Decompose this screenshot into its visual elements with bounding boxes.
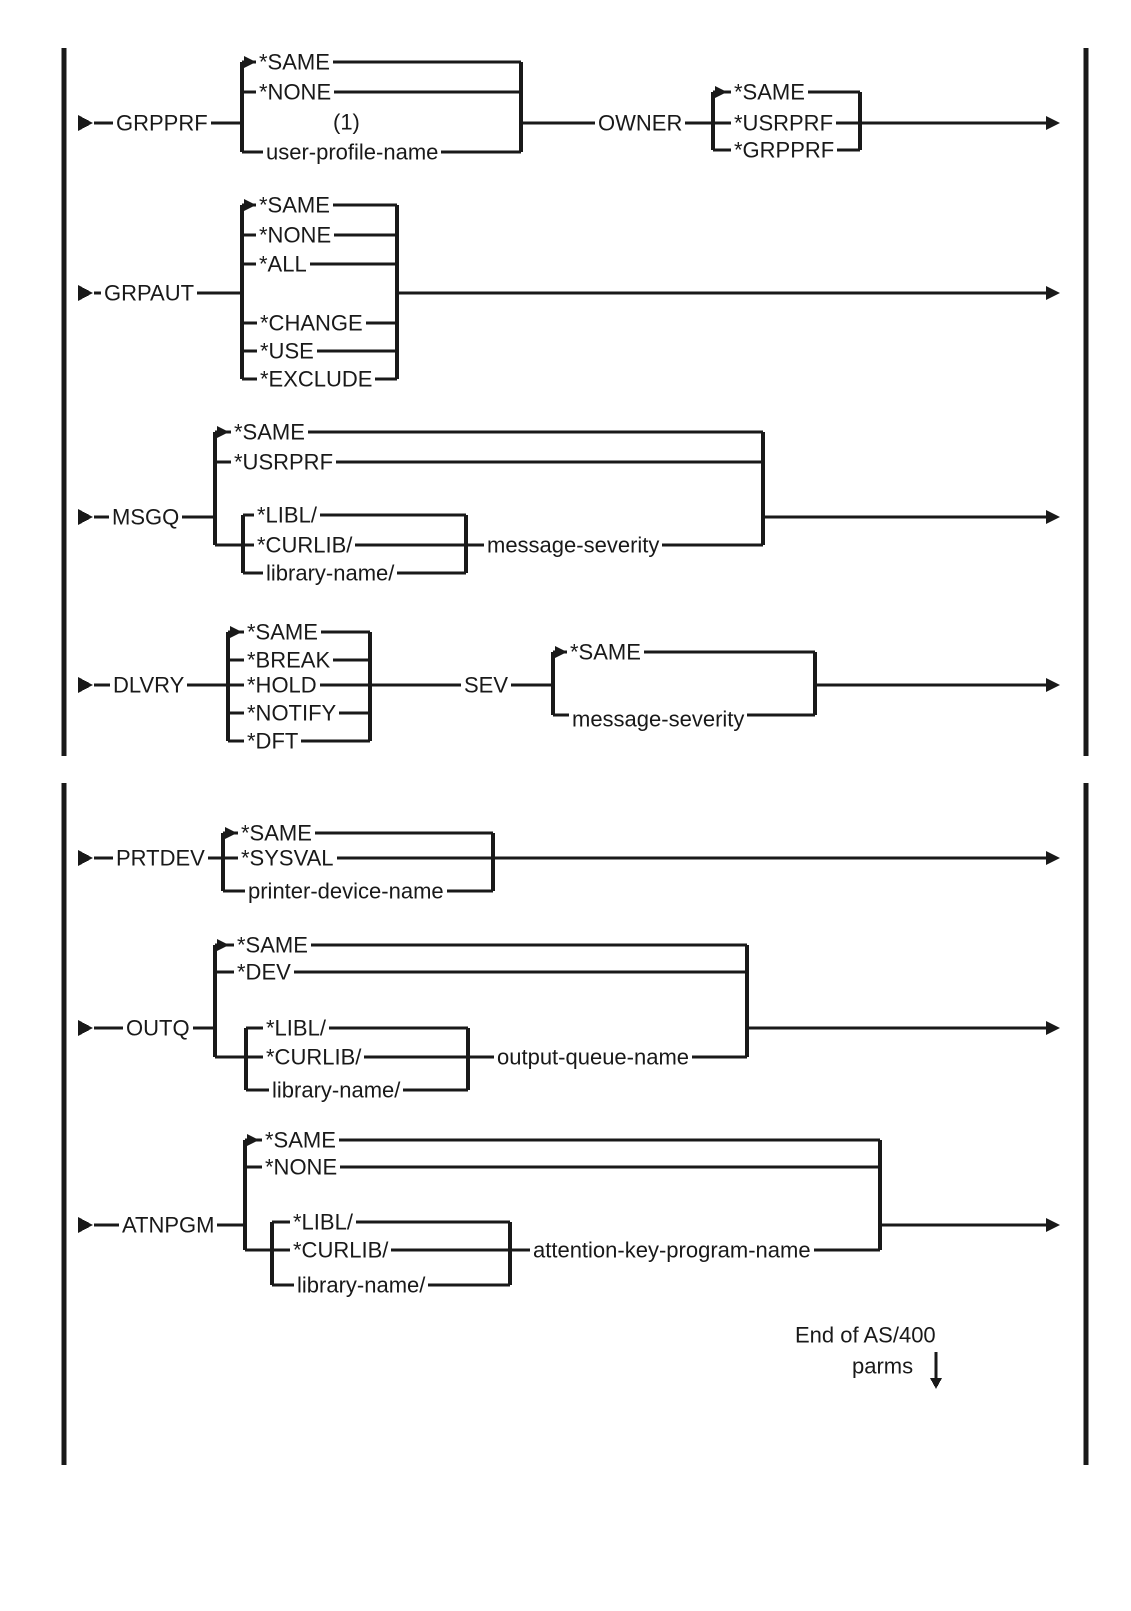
row-end-arrow-icon	[1046, 510, 1060, 524]
row-end-arrow-icon	[1046, 286, 1060, 300]
sev-value-message-severity: message-severity	[569, 706, 747, 731]
dlvry-param-label: DLVRY	[110, 672, 187, 697]
row-end-arrow-icon	[1046, 1021, 1060, 1035]
default-choice-arrow-icon	[715, 86, 727, 98]
grpaut-option-none: *NONE	[256, 222, 334, 247]
grpprf-footnote-ref: (1)	[330, 109, 363, 134]
row-end-arrow-icon	[1046, 1218, 1060, 1232]
prtdev-option-same: *SAME	[238, 820, 315, 845]
default-choice-arrow-icon	[217, 939, 229, 951]
grpaut-option-exclude: *EXCLUDE	[257, 366, 375, 391]
prtdev-param-label: PRTDEV	[113, 845, 208, 870]
msgq-param-label: MSGQ	[109, 504, 182, 529]
grpprf-option-same: *SAME	[256, 49, 333, 74]
grpaut-option-use: *USE	[257, 338, 317, 363]
atnpgm-param-label: ATNPGM	[119, 1212, 217, 1237]
atnpgm-option-none: *NONE	[262, 1154, 340, 1179]
row-start-arrow-icon	[78, 1020, 93, 1036]
row-start-arrow-icon	[78, 509, 93, 525]
owner-option-same: *SAME	[731, 79, 808, 104]
owner-option-grpprf: *GRPPRF	[731, 137, 837, 162]
atnpgm-value-attention-key-program-name: attention-key-program-name	[530, 1237, 814, 1262]
footer-parms-text: parms	[849, 1353, 916, 1378]
down-arrow-icon	[930, 1378, 942, 1389]
sev-option-same: *SAME	[567, 639, 644, 664]
grpaut-param-label: GRPAUT	[101, 280, 197, 305]
dlvry-option-break: *BREAK	[244, 647, 333, 672]
owner-option-usrprf: *USRPRF	[731, 110, 836, 135]
default-choice-arrow-icon	[217, 426, 229, 438]
grpprf-option-none: *NONE	[256, 79, 334, 104]
row-end-arrow-icon	[1046, 678, 1060, 692]
row-start-arrow-icon	[78, 850, 93, 866]
sev-param-label: SEV	[461, 672, 511, 697]
row-end-arrow-icon	[1046, 116, 1060, 130]
owner-param-label: OWNER	[595, 110, 685, 135]
default-choice-arrow-icon	[247, 1134, 259, 1146]
grpaut-option-same: *SAME	[256, 192, 333, 217]
msgq-option-curlib: *CURLIB/	[254, 532, 355, 557]
dlvry-option-dft: *DFT	[244, 728, 301, 753]
atnpgm-option-libl: *LIBL/	[290, 1209, 356, 1234]
outq-option-same: *SAME	[234, 932, 311, 957]
dlvry-option-notify: *NOTIFY	[244, 700, 339, 725]
default-choice-arrow-icon	[225, 827, 237, 839]
outq-option-libl: *LIBL/	[263, 1015, 329, 1040]
outq-value-output-queue-name: output-queue-name	[494, 1044, 692, 1069]
outq-option-curlib: *CURLIB/	[263, 1044, 364, 1069]
prtdev-value-printer-device-name: printer-device-name	[245, 878, 447, 903]
dlvry-option-same: *SAME	[244, 619, 321, 644]
row-start-arrow-icon	[78, 677, 93, 693]
outq-option-dev: *DEV	[234, 959, 294, 984]
default-choice-arrow-icon	[244, 56, 256, 68]
msgq-option-libl: *LIBL/	[254, 502, 320, 527]
grpaut-option-change: *CHANGE	[257, 310, 366, 335]
row-start-arrow-icon	[78, 1217, 93, 1233]
atnpgm-option-curlib: *CURLIB/	[290, 1237, 391, 1262]
row-start-arrow-icon	[78, 285, 93, 301]
msgq-option-same: *SAME	[231, 419, 308, 444]
atnpgm-option-library-name: library-name/	[294, 1272, 428, 1297]
default-choice-arrow-icon	[244, 199, 256, 211]
footer-end-of-as400-text: End of AS/400	[792, 1322, 939, 1347]
default-choice-arrow-icon	[230, 626, 242, 638]
grpprf-option-user-profile-name: user-profile-name	[263, 139, 441, 164]
outq-option-library-name: library-name/	[269, 1077, 403, 1102]
msgq-value-message-severity: message-severity	[484, 532, 662, 557]
outq-param-label: OUTQ	[123, 1015, 193, 1040]
prtdev-option-sysval: *SYSVAL	[238, 845, 337, 870]
row-start-arrow-icon	[78, 115, 93, 131]
grpprf-param-label: GRPPRF	[113, 110, 211, 135]
atnpgm-option-same: *SAME	[262, 1127, 339, 1152]
dlvry-option-hold: *HOLD	[244, 672, 320, 697]
default-choice-arrow-icon	[555, 646, 567, 658]
grpaut-option-all: *ALL	[256, 251, 310, 276]
row-end-arrow-icon	[1046, 851, 1060, 865]
msgq-option-usrprf: *USRPRF	[231, 449, 336, 474]
msgq-option-library-name: library-name/	[263, 560, 397, 585]
